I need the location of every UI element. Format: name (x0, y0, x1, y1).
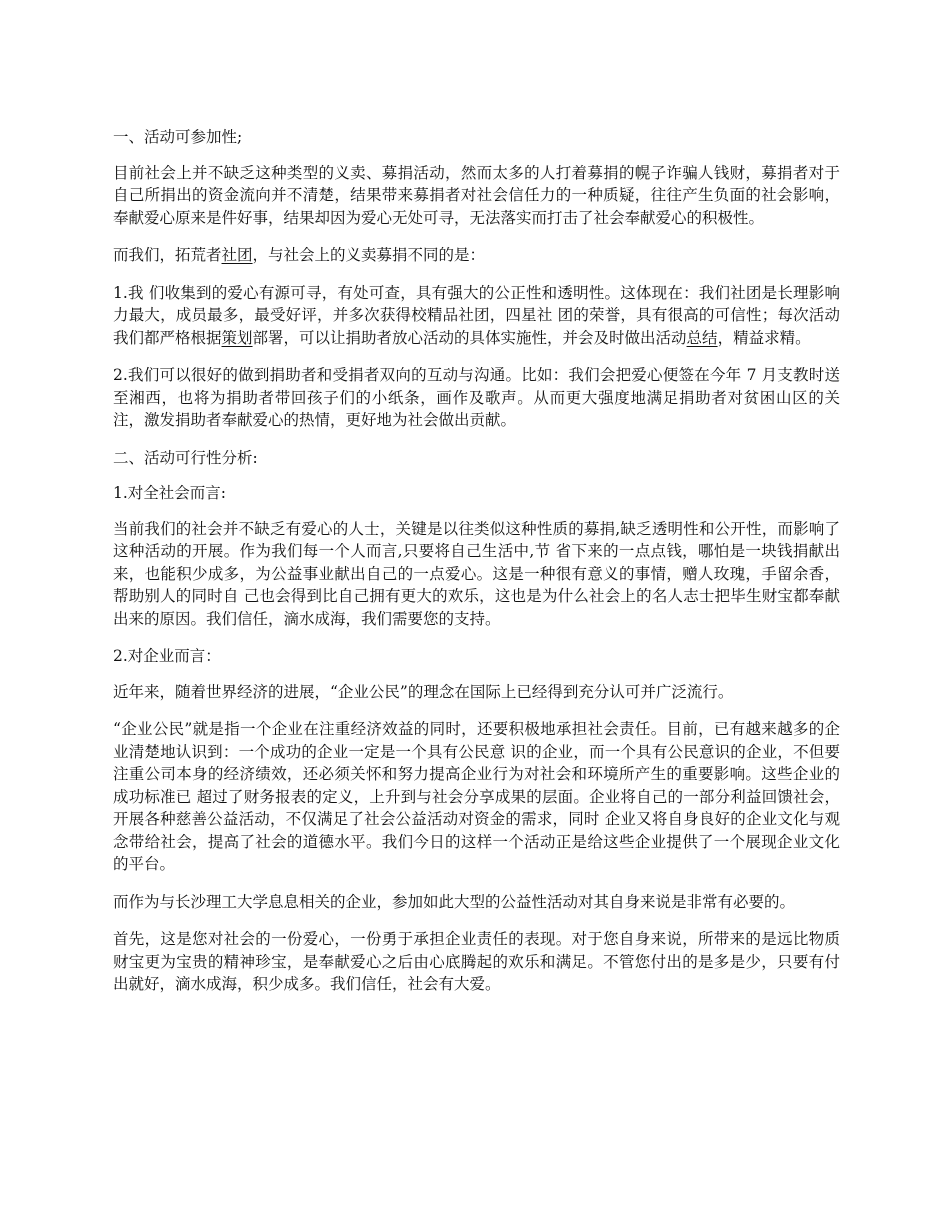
link-plan[interactable]: 策划 (221, 328, 253, 347)
section1-paragraph-4: 2.我们可以很好的做到捐助者和受捐者双向的互动与沟通。比如：我们会把爱心便签在今年 7 月支教时送至湘西，也将为捐助者带回孩子们的小纸条，画作及歌声。从而更大强度地满足捐助者对贫困山区的关注，激发捐助者奉献爱心的热情，更好地为社会做出贡献。 (113, 366, 840, 429)
section2-sub2-heading: 2.对企业而言： (113, 647, 221, 665)
p2-text-before: 而我们，拓荒者 (113, 246, 222, 264)
p3-text-part2: 部署，可以让捐助者放心活动的具体实施性，并会及时做出活动 (252, 328, 687, 347)
section2-heading: 二、活动可行性分析: (113, 448, 258, 467)
p3-text-part1: 1.我 们收集到的爱心有源可寻，有处可查，具有强大的公正性和透明性。这体现在：我们社团是长理影响力最大，成员最多，最受好评，并多次获得校精品社团，四星社 团的荣誉，具有很高的可信性；每次活动我们都严格根据 (113, 283, 840, 347)
section2-sub1-paragraph: 当前我们的社会并不缺乏有爱心的人士，关键是以往类似这种性质的募捐,缺乏透明性和公开性，而影响了这种活动的开展。作为我们每一个人而言,只要将自己生活中,节 省下来的一点点钱，哪怕是一块钱捐献出来，也能积少成多，为公益事业献出自己的一点爱心。这是一种很有意义的事情，赠人玫瑰，手留余香，帮助别人的同时自 己也会得到比自己拥有更大的欢乐，这也是为什么社会上的名人志士把毕生财宝都奉献出来的原因。我们信任，滴水成海，我们需要您的支持。 (113, 519, 840, 628)
section2-sub2-paragraph-2: “企业公民”就是指一个企业在注重经济效益的同时，还要积极地承担社会责任。目前，已有越来越多的企业清楚地认识到：一个成功的企业一定是一个具有公民意 识的企业，而一个具有公民意识的企业，不但要注重公司本身的经济绩效，还必须关怀和努力提高企业行为对社会和环境所产生的重要影响。这些企业的成功标准已 超过了财务报表的定义，上升到与社会分享成果的层面。企业将自己的一部分利益回馈社会，开展各种慈善公益活动，不仅满足了社会公益活动对资金的需求，同时 企业又将自身良好的企业文化与观念带给社会，提高了社会的道德水平。我们今日的这样一个活动正是给这些企业提供了一个展现企业文化的平台。 (113, 720, 840, 873)
section2-sub2-paragraph-4: 首先，这是您对社会的一份爱心，一份勇于承担企业责任的表现。对于您自身来说，所带来的是远比物质财宝更为宝贵的精神珍宝，是奉献爱心之后由心底腾起的欢乐和满足。不管您付出的是多是少，只要有付出就好，滴水成海，积少成多。我们信任，社会有大爱。 (113, 930, 840, 993)
section1-paragraph-1: 目前社会上并不缺乏这种类型的义卖、募捐活动，然而太多的人打着募捐的幌子诈骗人钱财，募捐者对于自己所捐出的资金流向并不清楚，结果带来募捐者对社会信任力的一种质疑，往往产生负面的社会影响，奉献爱心原来是件好事，结果却因为爱心无处可寻，无法落实而打击了社会奉献爱心的积极性。 (113, 163, 840, 227)
section1-paragraph-2 (113, 244, 840, 267)
section2-sub2-paragraph-3: 而作为与长沙理工大学息息相关的企业，参加如此大型的公益性活动对其自身来说是非常有必要的。 (113, 892, 796, 911)
section2-sub2-paragraph-1: 近年来，随着世界经济的进展，“企业公民”的理念在国际上已经得到充分认可并广泛流行。 (113, 682, 734, 701)
document-page (113, 126, 840, 1011)
section1-heading: 一、活动可参加性; (113, 128, 243, 146)
link-summary[interactable]: 总结 (686, 328, 718, 347)
p2-text-after: ，与社会上的义卖募捐不同的是： (252, 246, 486, 264)
p3-text-part3: ，精益求精。 (717, 328, 811, 347)
section1-paragraph-3 (113, 282, 840, 350)
link-club[interactable]: 社团 (221, 246, 253, 264)
section2-sub1-heading: 1.对全社会而言: (113, 484, 227, 502)
